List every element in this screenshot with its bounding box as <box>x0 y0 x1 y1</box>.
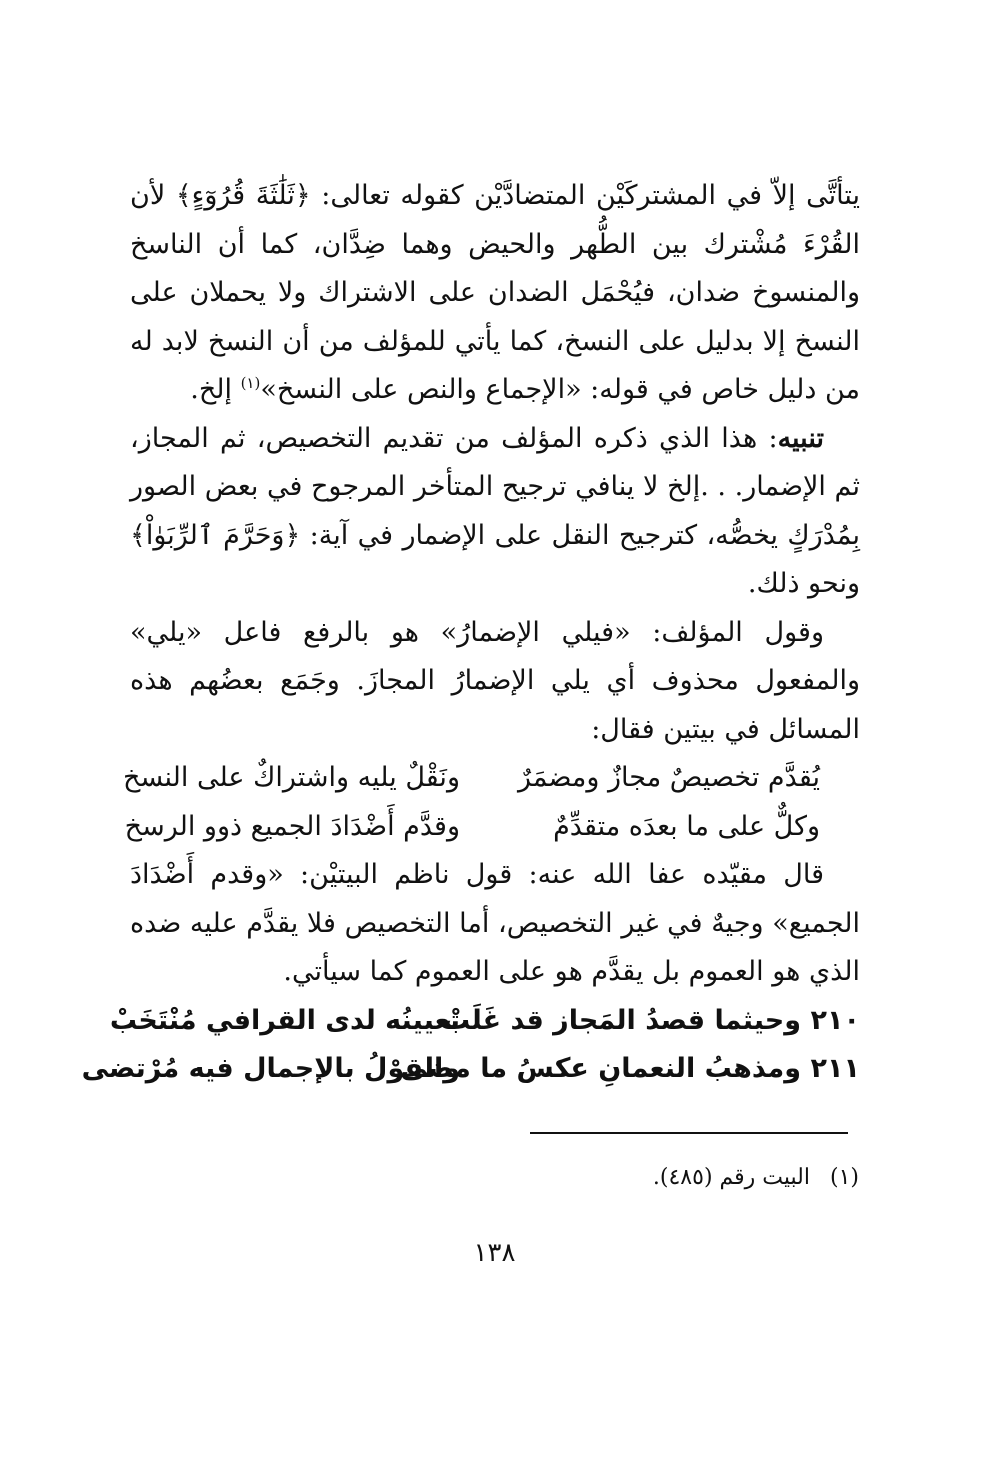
verse-first-hemistich: وكلٌّ على ما بعدَه متقدِّمٌ <box>553 810 820 842</box>
paragraph-3-text: وقول المؤلف: «فيلي الإضمارُ» هو بالرفع فاعل «يلي» والمفعول محذوف أي يلي الإضمارُ المجازَ. وجَمَع بعضُهم هذه المسائل في بيتين فقال: <box>130 616 860 745</box>
poem-line <box>109 997 860 1046</box>
paragraph-4-text: قال مقيّده عفا الله عنه: قول ناظم البيتيْن: «وقدم أَضْدَادَ الجميع» وجيهٌ في غير التخصيص، أما التخصيص فلا يقدَّم عليه ضده الذي هو العموم بل يقدَّم هو على العموم كما سيأتي. <box>130 859 860 987</box>
paragraph-2-text: : هذا الذي ذكره المؤلف من تقديم التخصيص، ثم المجاز، ثم الإضمار. . .إلخ لا ينافي ترجيح المتأخر المرجوح في بعض الصور بِمُدْرَكٍ يخصُّه، كترجيح النقل على الإضمار في آية: ﴿وَحَرَّمَ ٱلرِّبَوٰاْ﴾ ونحو ذلك. <box>130 422 860 599</box>
verse-second-hemistich: ونَقْلٌ يليه واشتراكٌ على النسخ <box>123 762 460 793</box>
poem-first-hemistich: وحيثما قصدُ المَجاز قد غَلَبْ <box>443 1004 801 1036</box>
verse-line <box>123 754 860 803</box>
footnote <box>653 1163 859 1193</box>
page-body <box>81 172 860 1094</box>
paragraph-1-text: يتأتَّى إلاّ في المشتركَيْن المتضادَّيْن كقوله تعالى: ﴿ثَلَٰثَةَ قُرُوٓءٍ﴾ لأن القُرْءَ مُشْترك بين الطُّهر والحيض وهما ضِدَّان، كما أن الناسخ والمنسوخ ضدان، فيُحْمَل الضدان على الاشتراك ولا يحملان على النسخ إلا بدليل على النسخ، كما يأتي للمؤلف من أن النسخ لابد له من دليل خاص في قوله: «الإجماع والنص على النسخ» <box>130 180 860 405</box>
poem-line-number: ٢١١ <box>810 1053 860 1084</box>
poem-line-number: ٢١٠ <box>810 1004 860 1036</box>
verse-first-hemistich: يُقدَّم تخصيصٌ مجازٌ ومضمَرٌ <box>518 762 820 793</box>
footnote-reference[interactable]: (١) <box>240 374 261 392</box>
verse-line <box>124 803 860 852</box>
paragraph-2 <box>130 415 860 609</box>
paragraph-3 <box>130 609 860 755</box>
footnote-mark: (١) <box>829 1165 859 1190</box>
paragraph-1-tail: إلخ. <box>190 374 241 405</box>
poem-second-hemistich: والقوْلُ بالإجمال فيه مُرْتضى <box>81 1053 460 1084</box>
footnote-text: البيت رقم (٤٨٥). <box>652 1165 810 1190</box>
note-heading: تنبيه <box>777 422 824 454</box>
poem-line <box>81 1045 860 1094</box>
poem-second-hemistich: تعيينُه لدى القرافي مُنْتَخَبْ <box>109 1004 460 1036</box>
paragraph-4 <box>130 851 860 997</box>
poem-block <box>81 997 860 1094</box>
quoted-verses <box>123 754 860 851</box>
page-number: ١٣٨ <box>473 1238 516 1268</box>
paragraph-1 <box>130 172 860 415</box>
verse-second-hemistich: وقدَّم أَضْدَادَ الجميع ذوو الرسخ <box>124 810 460 842</box>
footnote-divider <box>530 1132 848 1134</box>
poem-first-hemistich: ومذهبُ النعمانِ عكسُ ما مضى <box>400 1053 801 1084</box>
